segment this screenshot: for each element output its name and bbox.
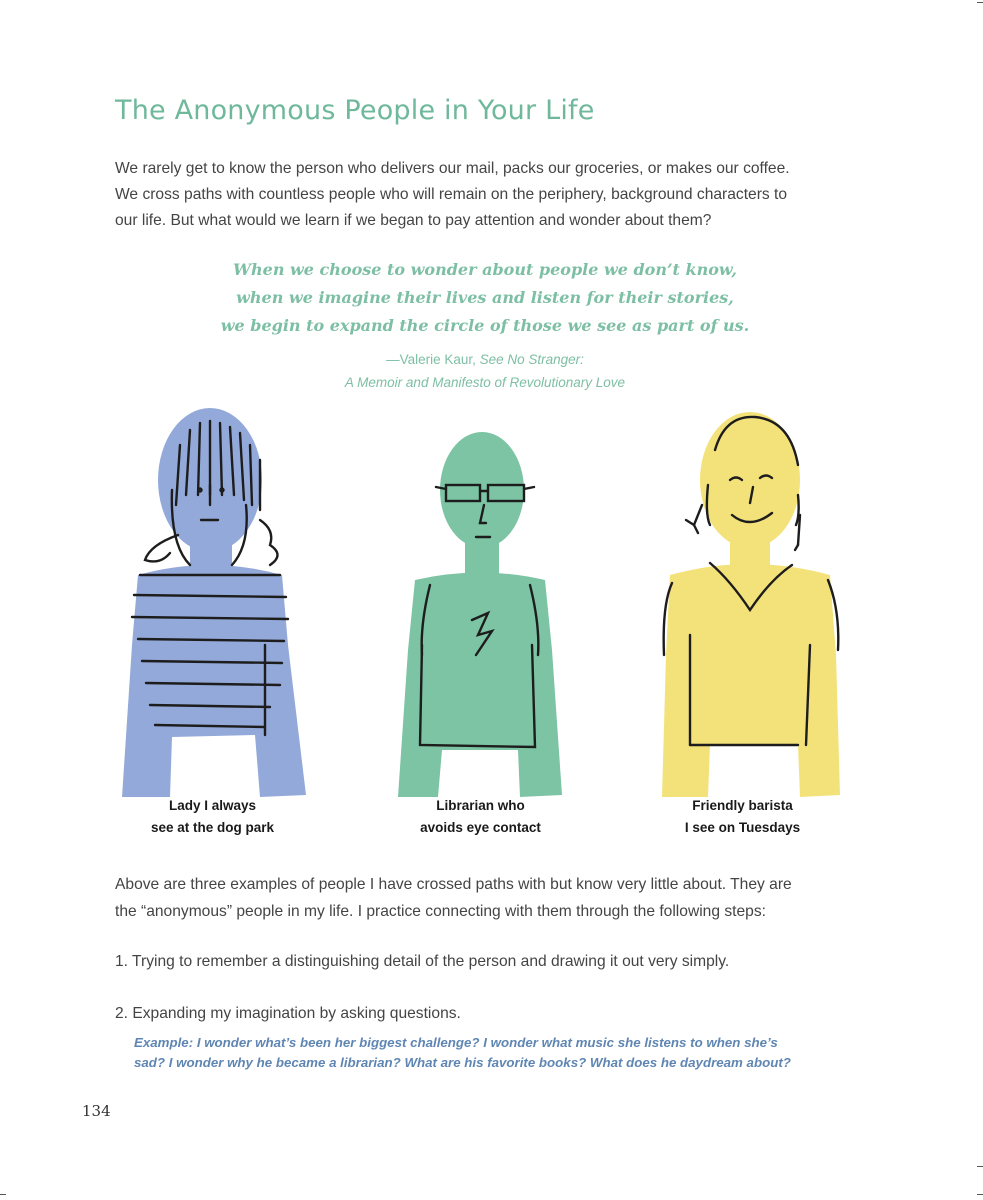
body-paragraph xyxy=(115,871,875,925)
crop-mark xyxy=(977,1166,983,1167)
intro-line: We rarely get to know the person who delivers our mail, packs our groceries, or makes our coffee. xyxy=(115,160,790,177)
intro-paragraph xyxy=(115,156,875,234)
crop-mark xyxy=(977,2,983,3)
librarian-drawing xyxy=(380,405,580,800)
pull-quote xyxy=(115,256,855,340)
crop-mark xyxy=(977,1194,983,1195)
caption-line: Librarian who xyxy=(436,798,525,813)
body-line: Above are three examples of people I have crossed paths with but know very little about. They are xyxy=(115,876,792,893)
quote-attribution xyxy=(115,348,855,394)
crop-mark xyxy=(0,1194,6,1195)
intro-line: our life. But what would we learn if we began to pay attention and wonder about them? xyxy=(115,212,712,229)
caption-line: see at the dog park xyxy=(150,820,275,835)
caption-librarian xyxy=(383,795,578,839)
caption-lady xyxy=(115,795,310,839)
step-1: 1. Trying to remember a distinguishing detail of the person and drawing it out very simply. xyxy=(115,953,730,970)
quote-line: we begin to expand the circle of those we see as part of us. xyxy=(220,316,750,335)
caption-line: avoids eye contact xyxy=(420,820,541,835)
caption-barista xyxy=(645,795,840,839)
intro-line: We cross paths with countless people who will remain on the periphery, background characters to xyxy=(115,186,788,203)
caption-line: I see on Tuesdays xyxy=(684,820,801,835)
caption-line: Lady I always xyxy=(168,798,257,813)
illustration-barista xyxy=(650,405,850,800)
caption-line: Friendly barista xyxy=(692,798,793,813)
example-text xyxy=(134,1033,854,1073)
example-line: sad? I wonder why he became a librarian? What are his favorite books? What does he daydream about? xyxy=(134,1055,791,1070)
quote-line: When we choose to wonder about people we don’t know, xyxy=(233,260,737,279)
attribution-line-1 xyxy=(115,348,855,371)
illustration-lady xyxy=(110,405,320,800)
attribution-book-title: See No Stranger: xyxy=(479,352,584,367)
quote-line: when we imagine their lives and listen for their stories, xyxy=(236,288,734,307)
attribution-line-2 xyxy=(115,371,855,394)
lady-drawing xyxy=(110,405,320,800)
page-title: The Anonymous People in Your Life xyxy=(115,95,595,126)
body-line: the “anonymous” people in my life. I practice connecting with them through the following steps: xyxy=(115,903,766,920)
attribution-book-subtitle: A Memoir and Manifesto of Revolutionary Love xyxy=(344,375,626,390)
step-2: 2. Expanding my imagination by asking questions. xyxy=(115,1005,461,1022)
example-line: Example: I wonder what’s been her biggest challenge? I wonder what music she listens to when she’s xyxy=(134,1035,778,1050)
illustration-librarian xyxy=(380,405,580,800)
barista-drawing xyxy=(650,405,850,800)
attribution-author: —Valerie Kaur, xyxy=(386,352,480,367)
page-number: 134 xyxy=(82,1102,111,1120)
